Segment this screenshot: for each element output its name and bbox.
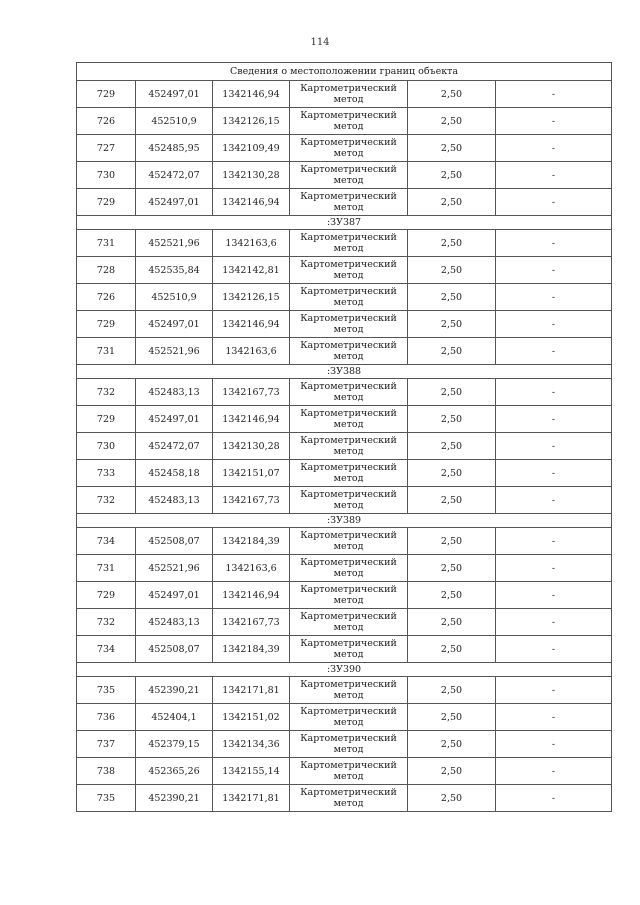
- method-line1: Картометрический: [300, 760, 397, 771]
- method-line2: метод: [333, 622, 364, 633]
- point-number-cell: 726: [77, 284, 136, 311]
- method-cell: [290, 162, 408, 189]
- point-number-cell: 727: [77, 135, 136, 162]
- y-coordinate-cell: 1342146,94: [213, 582, 290, 609]
- point-number-cell: 730: [77, 433, 136, 460]
- table-row: [77, 311, 612, 338]
- y-coordinate-cell: 1342163,6: [213, 338, 290, 365]
- method-line1: Картометрический: [300, 340, 397, 351]
- accuracy-cell: 2,50: [408, 338, 496, 365]
- table-row: [77, 284, 612, 311]
- method-cell: [290, 81, 408, 108]
- y-coordinate-cell: 1342184,39: [213, 636, 290, 663]
- method-cell: [290, 582, 408, 609]
- description-cell: -: [496, 758, 612, 785]
- method-line1: Картометрический: [300, 164, 397, 175]
- description-cell: -: [496, 528, 612, 555]
- page-number: 114: [310, 37, 330, 48]
- y-coordinate-cell: 1342146,94: [213, 81, 290, 108]
- method-cell: [290, 731, 408, 758]
- method-cell: [290, 189, 408, 216]
- method-cell: [290, 636, 408, 663]
- point-number-cell: 733: [77, 460, 136, 487]
- method-line2: метод: [333, 351, 364, 362]
- point-number-cell: 737: [77, 731, 136, 758]
- description-cell: -: [496, 609, 612, 636]
- x-coordinate-cell: 452497,01: [136, 582, 213, 609]
- method-line2: метод: [333, 324, 364, 335]
- x-coordinate-cell: 452508,07: [136, 636, 213, 663]
- table-row: [77, 609, 612, 636]
- y-coordinate-cell: 1342126,15: [213, 284, 290, 311]
- y-coordinate-cell: 1342171,81: [213, 785, 290, 812]
- method-line2: метод: [333, 649, 364, 660]
- accuracy-cell: 2,50: [408, 555, 496, 582]
- description-cell: -: [496, 338, 612, 365]
- method-cell: [290, 758, 408, 785]
- y-coordinate-cell: 1342163,6: [213, 555, 290, 582]
- accuracy-cell: 2,50: [408, 189, 496, 216]
- method-line2: метод: [333, 690, 364, 701]
- method-line1: Картометрический: [300, 462, 397, 473]
- section-header-row: [77, 663, 612, 677]
- x-coordinate-cell: 452458,18: [136, 460, 213, 487]
- table-row: [77, 582, 612, 609]
- table-row: [77, 785, 612, 812]
- description-cell: -: [496, 81, 612, 108]
- x-coordinate-cell: 452390,21: [136, 677, 213, 704]
- point-number-cell: 729: [77, 81, 136, 108]
- method-cell: [290, 704, 408, 731]
- point-number-cell: 738: [77, 758, 136, 785]
- table-row: [77, 108, 612, 135]
- method-line2: метод: [333, 392, 364, 403]
- method-line2: метод: [333, 744, 364, 755]
- method-line2: метод: [333, 419, 364, 430]
- method-cell: [290, 338, 408, 365]
- method-cell: [290, 433, 408, 460]
- table-row: [77, 460, 612, 487]
- y-coordinate-cell: 1342130,28: [213, 162, 290, 189]
- description-cell: -: [496, 311, 612, 338]
- x-coordinate-cell: 452390,21: [136, 785, 213, 812]
- method-line2: метод: [333, 500, 364, 511]
- method-cell: [290, 487, 408, 514]
- method-line1: Картометрический: [300, 611, 397, 622]
- table-row: [77, 555, 612, 582]
- method-line2: метод: [333, 243, 364, 254]
- accuracy-cell: 2,50: [408, 162, 496, 189]
- accuracy-cell: 2,50: [408, 677, 496, 704]
- method-line2: метод: [333, 175, 364, 186]
- x-coordinate-cell: 452497,01: [136, 311, 213, 338]
- y-coordinate-cell: 1342184,39: [213, 528, 290, 555]
- table-row: [77, 189, 612, 216]
- x-coordinate-cell: 452510,9: [136, 284, 213, 311]
- method-line2: метод: [333, 148, 364, 159]
- method-line2: метод: [333, 568, 364, 579]
- x-coordinate-cell: 452521,96: [136, 230, 213, 257]
- point-number-cell: 731: [77, 338, 136, 365]
- table-row: [77, 731, 612, 758]
- method-cell: [290, 311, 408, 338]
- accuracy-cell: 2,50: [408, 582, 496, 609]
- description-cell: -: [496, 108, 612, 135]
- table-row: [77, 257, 612, 284]
- accuracy-cell: 2,50: [408, 704, 496, 731]
- method-cell: [290, 555, 408, 582]
- y-coordinate-cell: 1342134,36: [213, 731, 290, 758]
- point-number-cell: 728: [77, 257, 136, 284]
- accuracy-cell: 2,50: [408, 609, 496, 636]
- accuracy-cell: 2,50: [408, 758, 496, 785]
- method-line2: метод: [333, 94, 364, 105]
- y-coordinate-cell: 1342146,94: [213, 406, 290, 433]
- table-row: [77, 230, 612, 257]
- accuracy-cell: 2,50: [408, 785, 496, 812]
- description-cell: -: [496, 257, 612, 284]
- y-coordinate-cell: 1342109,49: [213, 135, 290, 162]
- x-coordinate-cell: 452497,01: [136, 406, 213, 433]
- description-cell: -: [496, 284, 612, 311]
- method-line1: Картометрический: [300, 638, 397, 649]
- table-row: [77, 162, 612, 189]
- method-line2: метод: [333, 798, 364, 809]
- x-coordinate-cell: 452497,01: [136, 81, 213, 108]
- method-line1: Картометрический: [300, 408, 397, 419]
- method-cell: [290, 284, 408, 311]
- section-label: :ЗУ388: [77, 365, 612, 379]
- point-number-cell: 736: [77, 704, 136, 731]
- method-line2: метод: [333, 121, 364, 132]
- method-cell: [290, 677, 408, 704]
- description-cell: -: [496, 704, 612, 731]
- method-cell: [290, 257, 408, 284]
- y-coordinate-cell: 1342167,73: [213, 609, 290, 636]
- description-cell: -: [496, 677, 612, 704]
- method-cell: [290, 460, 408, 487]
- method-cell: [290, 785, 408, 812]
- method-line1: Картометрический: [300, 557, 397, 568]
- accuracy-cell: 2,50: [408, 311, 496, 338]
- method-line1: Картометрический: [300, 286, 397, 297]
- method-line2: метод: [333, 446, 364, 457]
- description-cell: -: [496, 555, 612, 582]
- x-coordinate-cell: 452483,13: [136, 379, 213, 406]
- y-coordinate-cell: 1342155,14: [213, 758, 290, 785]
- description-cell: -: [496, 189, 612, 216]
- x-coordinate-cell: 452472,07: [136, 162, 213, 189]
- x-coordinate-cell: 452483,13: [136, 487, 213, 514]
- point-number-cell: 734: [77, 636, 136, 663]
- y-coordinate-cell: 1342167,73: [213, 379, 290, 406]
- y-coordinate-cell: 1342151,02: [213, 704, 290, 731]
- description-cell: -: [496, 230, 612, 257]
- section-header-row: [77, 365, 612, 379]
- table-row: [77, 135, 612, 162]
- point-number-cell: 735: [77, 677, 136, 704]
- y-coordinate-cell: 1342163,6: [213, 230, 290, 257]
- method-cell: [290, 609, 408, 636]
- table-row: [77, 704, 612, 731]
- accuracy-cell: 2,50: [408, 135, 496, 162]
- point-number-cell: 734: [77, 528, 136, 555]
- method-line2: метод: [333, 595, 364, 606]
- accuracy-cell: 2,50: [408, 284, 496, 311]
- accuracy-cell: 2,50: [408, 257, 496, 284]
- x-coordinate-cell: 452535,84: [136, 257, 213, 284]
- method-line1: Картометрический: [300, 435, 397, 446]
- point-number-cell: 729: [77, 189, 136, 216]
- boundary-coordinates-table: [76, 62, 612, 812]
- table-row: [77, 433, 612, 460]
- method-line1: Картометрический: [300, 584, 397, 595]
- accuracy-cell: 2,50: [408, 433, 496, 460]
- accuracy-cell: 2,50: [408, 81, 496, 108]
- accuracy-cell: 2,50: [408, 528, 496, 555]
- method-line1: Картометрический: [300, 110, 397, 121]
- table-title-row: [77, 63, 612, 81]
- method-line1: Картометрический: [300, 83, 397, 94]
- table-row: [77, 636, 612, 663]
- method-cell: [290, 230, 408, 257]
- y-coordinate-cell: 1342167,73: [213, 487, 290, 514]
- method-line1: Картометрический: [300, 191, 397, 202]
- point-number-cell: 732: [77, 487, 136, 514]
- x-coordinate-cell: 452472,07: [136, 433, 213, 460]
- method-cell: [290, 379, 408, 406]
- table-row: [77, 528, 612, 555]
- method-line1: Картометрический: [300, 381, 397, 392]
- x-coordinate-cell: 452379,15: [136, 731, 213, 758]
- x-coordinate-cell: 452485,95: [136, 135, 213, 162]
- method-cell: [290, 135, 408, 162]
- method-line2: метод: [333, 270, 364, 281]
- method-line1: Картометрический: [300, 259, 397, 270]
- description-cell: -: [496, 731, 612, 758]
- point-number-cell: 729: [77, 582, 136, 609]
- section-header-row: [77, 216, 612, 230]
- method-line2: метод: [333, 202, 364, 213]
- description-cell: -: [496, 636, 612, 663]
- section-header-row: [77, 514, 612, 528]
- section-label: :ЗУ389: [77, 514, 612, 528]
- method-line1: Картометрический: [300, 232, 397, 243]
- point-number-cell: 729: [77, 311, 136, 338]
- table-row: [77, 338, 612, 365]
- point-number-cell: 729: [77, 406, 136, 433]
- accuracy-cell: 2,50: [408, 230, 496, 257]
- method-line1: Картометрический: [300, 313, 397, 324]
- x-coordinate-cell: 452497,01: [136, 189, 213, 216]
- table-row: [77, 379, 612, 406]
- table-body: [77, 63, 612, 812]
- table-row: [77, 81, 612, 108]
- table-row: [77, 487, 612, 514]
- point-number-cell: 731: [77, 555, 136, 582]
- accuracy-cell: 2,50: [408, 460, 496, 487]
- section-label: :ЗУ387: [77, 216, 612, 230]
- method-line2: метод: [333, 717, 364, 728]
- method-line1: Картометрический: [300, 530, 397, 541]
- x-coordinate-cell: 452521,96: [136, 555, 213, 582]
- method-cell: [290, 406, 408, 433]
- accuracy-cell: 2,50: [408, 406, 496, 433]
- method-line1: Картометрический: [300, 787, 397, 798]
- y-coordinate-cell: 1342146,94: [213, 311, 290, 338]
- point-number-cell: 735: [77, 785, 136, 812]
- point-number-cell: 732: [77, 379, 136, 406]
- method-cell: [290, 108, 408, 135]
- table-row: [77, 758, 612, 785]
- y-coordinate-cell: 1342146,94: [213, 189, 290, 216]
- description-cell: -: [496, 433, 612, 460]
- y-coordinate-cell: 1342151,07: [213, 460, 290, 487]
- accuracy-cell: 2,50: [408, 636, 496, 663]
- x-coordinate-cell: 452508,07: [136, 528, 213, 555]
- section-label: :ЗУ390: [77, 663, 612, 677]
- y-coordinate-cell: 1342171,81: [213, 677, 290, 704]
- table-row: [77, 406, 612, 433]
- accuracy-cell: 2,50: [408, 487, 496, 514]
- method-line1: Картометрический: [300, 706, 397, 717]
- x-coordinate-cell: 452404,1: [136, 704, 213, 731]
- y-coordinate-cell: 1342130,28: [213, 433, 290, 460]
- method-cell: [290, 528, 408, 555]
- point-number-cell: 726: [77, 108, 136, 135]
- method-line1: Картометрический: [300, 489, 397, 500]
- x-coordinate-cell: 452521,96: [136, 338, 213, 365]
- accuracy-cell: 2,50: [408, 108, 496, 135]
- x-coordinate-cell: 452483,13: [136, 609, 213, 636]
- description-cell: -: [496, 582, 612, 609]
- table-row: [77, 677, 612, 704]
- accuracy-cell: 2,50: [408, 731, 496, 758]
- description-cell: -: [496, 785, 612, 812]
- method-line2: метод: [333, 771, 364, 782]
- x-coordinate-cell: 452510,9: [136, 108, 213, 135]
- description-cell: -: [496, 460, 612, 487]
- method-line1: Картометрический: [300, 137, 397, 148]
- table-title: Сведения о местоположении границ объекта: [77, 63, 612, 81]
- description-cell: -: [496, 162, 612, 189]
- point-number-cell: 730: [77, 162, 136, 189]
- method-line2: метод: [333, 541, 364, 552]
- method-line1: Картометрический: [300, 679, 397, 690]
- description-cell: -: [496, 487, 612, 514]
- description-cell: -: [496, 406, 612, 433]
- accuracy-cell: 2,50: [408, 379, 496, 406]
- point-number-cell: 732: [77, 609, 136, 636]
- y-coordinate-cell: 1342142,81: [213, 257, 290, 284]
- y-coordinate-cell: 1342126,15: [213, 108, 290, 135]
- description-cell: -: [496, 379, 612, 406]
- method-line1: Картометрический: [300, 733, 397, 744]
- method-line2: метод: [333, 473, 364, 484]
- x-coordinate-cell: 452365,26: [136, 758, 213, 785]
- method-line2: метод: [333, 297, 364, 308]
- description-cell: -: [496, 135, 612, 162]
- point-number-cell: 731: [77, 230, 136, 257]
